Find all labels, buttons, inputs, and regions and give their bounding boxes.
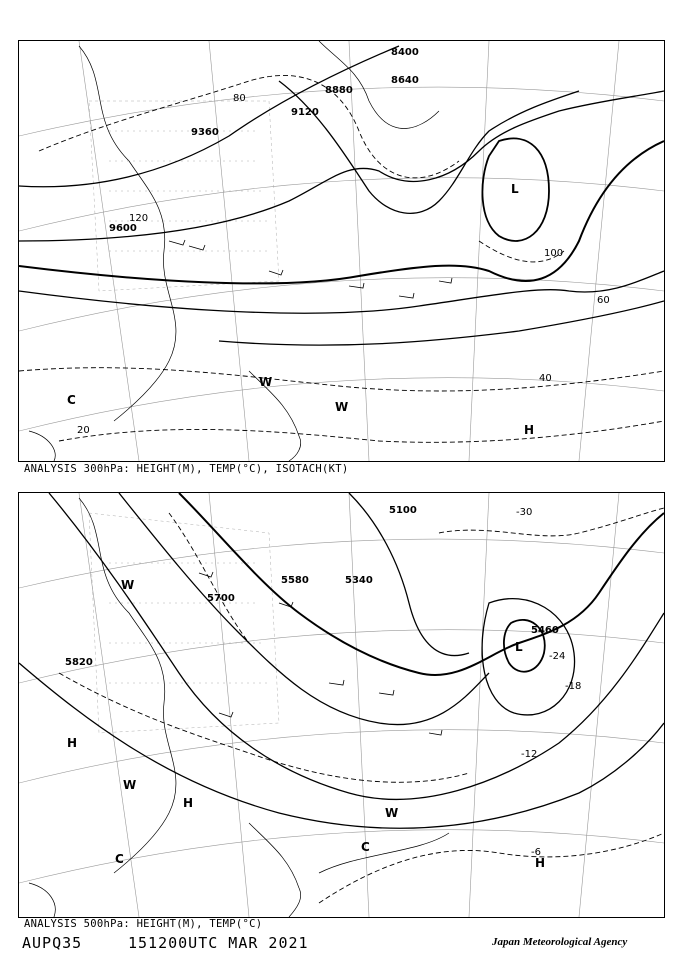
isotach-label: 100 bbox=[544, 248, 564, 259]
cold-marker: C bbox=[361, 840, 370, 854]
isotach-label: 120 bbox=[129, 213, 149, 224]
isotach-label: 80 bbox=[233, 93, 246, 104]
hatched-region bbox=[89, 513, 279, 733]
caption-500hpa: ANALYSIS 500hPa: HEIGHT(M), TEMP(°C) bbox=[24, 918, 263, 930]
temperature-label: -6 bbox=[531, 847, 541, 858]
height-label: 8640 bbox=[391, 75, 419, 86]
height-label: 5100 bbox=[389, 505, 417, 516]
high-marker: H bbox=[524, 423, 535, 437]
map-300hpa-canvas bbox=[19, 41, 664, 461]
height-contours bbox=[19, 493, 664, 828]
isotach-labels bbox=[77, 93, 610, 436]
hatched-region bbox=[89, 101, 279, 291]
temperature-label: -30 bbox=[516, 507, 533, 518]
temperature-label: -18 bbox=[565, 681, 582, 692]
warm-marker: W bbox=[123, 778, 137, 792]
height-label: 8400 bbox=[391, 47, 419, 58]
height-label: 8880 bbox=[325, 85, 353, 96]
isotach-label: 40 bbox=[539, 373, 552, 384]
isotach-label: 20 bbox=[77, 425, 90, 436]
height-labels bbox=[109, 47, 419, 234]
temperature-labels bbox=[516, 507, 581, 858]
coastlines bbox=[29, 41, 439, 461]
height-label: 9600 bbox=[109, 223, 137, 234]
map-500hpa-canvas bbox=[19, 493, 664, 917]
warm-marker: W bbox=[121, 578, 135, 592]
temperature-label: -24 bbox=[549, 651, 566, 662]
low-marker: L bbox=[515, 640, 523, 654]
analysis-300hpa-map bbox=[18, 40, 665, 462]
temperature-label: -12 bbox=[521, 749, 538, 760]
high-marker: H bbox=[535, 856, 546, 870]
caption-300hpa: ANALYSIS 300hPa: HEIGHT(M), TEMP(°C), ISOTACH(KT) bbox=[24, 463, 349, 475]
coastlines bbox=[29, 498, 449, 917]
isotach-label: 60 bbox=[597, 295, 610, 306]
warm-marker: W bbox=[335, 400, 349, 414]
warm-marker: W bbox=[259, 375, 273, 389]
high-marker: H bbox=[183, 796, 194, 810]
low-marker: L bbox=[511, 182, 519, 196]
height-label: 5340 bbox=[345, 575, 373, 586]
height-label: 5700 bbox=[207, 593, 235, 604]
issue-time: 151200UTC MAR 2021 bbox=[128, 934, 309, 952]
height-label: 5460 bbox=[531, 625, 559, 636]
cold-marker: C bbox=[67, 393, 76, 407]
cold-marker: C bbox=[115, 852, 124, 866]
agency-credit: Japan Meteorological Agency bbox=[492, 936, 628, 948]
height-label: 5820 bbox=[65, 657, 93, 668]
high-marker: H bbox=[67, 736, 78, 750]
height-label: 5580 bbox=[281, 575, 309, 586]
wind-barbs bbox=[199, 572, 442, 735]
height-label: 9120 bbox=[291, 107, 319, 118]
height-label: 9360 bbox=[191, 127, 219, 138]
warm-marker: W bbox=[385, 806, 399, 820]
analysis-500hpa-map bbox=[18, 492, 665, 918]
bulletin-id: AUPQ35 bbox=[22, 934, 83, 952]
